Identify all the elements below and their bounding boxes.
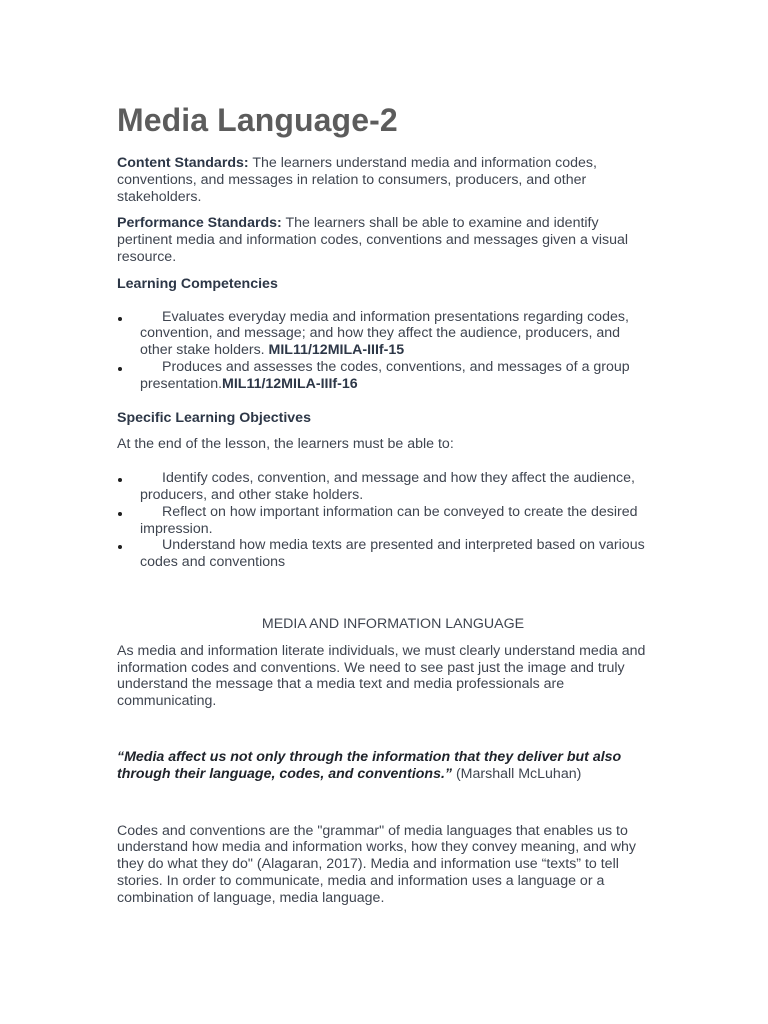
objectives-intro: At the end of the lesson, the learners must be able to:: [117, 436, 454, 453]
quote-text: “Media affect us not only through the information that they deliver but also through their language, codes, and conventions.”: [117, 748, 622, 782]
page-title: Media Language-2: [117, 102, 398, 138]
competency-text: Evaluates everyday media and information presentations regarding codes, convention, and message; and how they affect the audience, producers, and other stake holders.: [140, 308, 629, 359]
performance-standards-label: Performance Standards:: [117, 215, 282, 232]
objectives-list: [117, 470, 647, 571]
quote-attribution: (Marshall McLuhan): [452, 765, 582, 782]
competency-code: MIL11/12MILA-IIIf-15: [268, 342, 405, 359]
content-standards-paragraph: [117, 155, 647, 205]
section-title: MEDIA AND INFORMATION LANGUAGE: [261, 615, 525, 632]
list-item: Identify codes, convention, and message and how they affect the audience, producers, and other stake holders.: [117, 470, 647, 504]
content-standards-label: Content Standards:: [117, 155, 249, 171]
list-item: [117, 359, 647, 393]
list-item: [117, 309, 647, 359]
content-standards-text: The learners understand media and information codes, conventions, and messages in relation to consumers, producers, and other stakeholders.: [117, 155, 597, 205]
competency-code: MIL11/12MILA-IIIf-16: [222, 375, 358, 392]
codes-conventions-paragraph: Codes and conventions are the "grammar" of media languages that enables us to understand how media and information works, how they convey meaning, and why they do what they do" (Alagaran, 2017). Media and information use “texts” to tell stories. In order to communicate, media and information uses a language or a combination of language, media language.: [117, 822, 636, 906]
document-page: [117, 100, 647, 907]
learning-competencies-list: [117, 309, 647, 393]
specific-objectives-heading: Specific Learning Objectives: [117, 409, 311, 426]
learning-competencies-heading: Learning Competencies: [117, 275, 278, 292]
intro-paragraph: As media and information literate individuals, we must clearly understand media and information codes and conventions. We need to see past just the image and truly understand the message that a media text and media professionals are communicating.: [117, 642, 646, 710]
performance-standards-paragraph: [117, 215, 647, 265]
list-item: Understand how media texts are presented and interpreted based on various codes and conventions: [117, 537, 647, 571]
performance-standards-text: The learners shall be able to examine and identify pertinent media and information codes, conventions and messages given a visual resource.: [117, 215, 629, 265]
list-item: Reflect on how important information can be conveyed to create the desired impression.: [117, 504, 647, 538]
quote-paragraph: [117, 749, 647, 783]
competency-text: Produces and assesses the codes, conventions, and messages of a group presentation.: [140, 358, 630, 392]
